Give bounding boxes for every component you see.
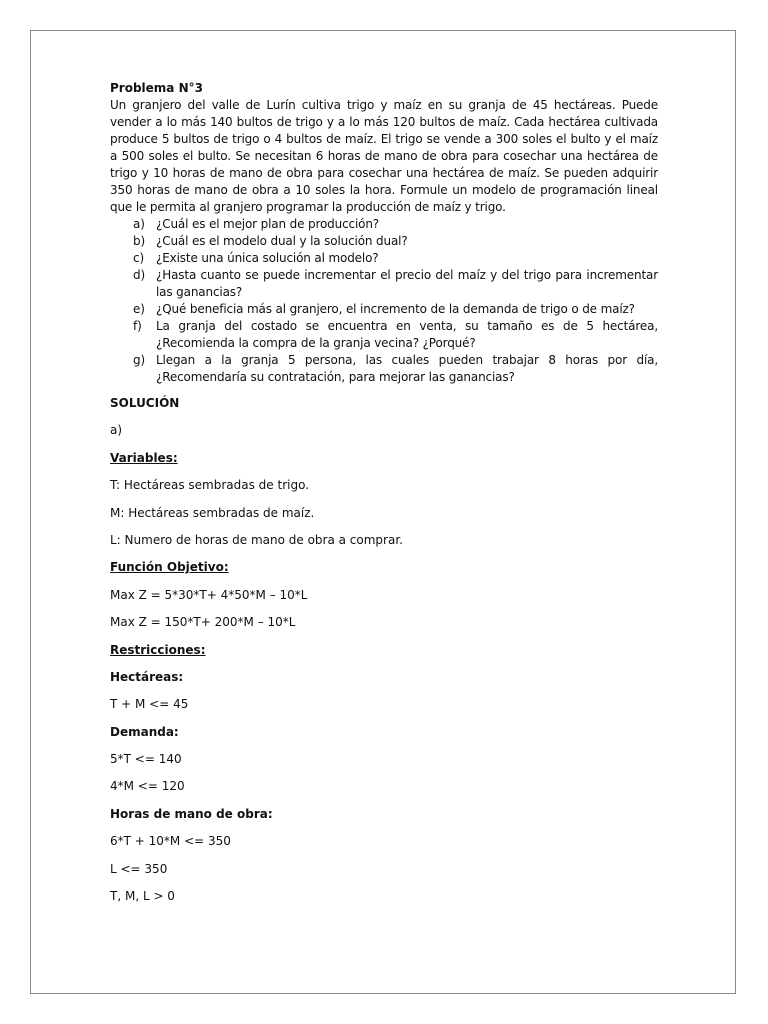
question-text: ¿Existe una única solución al modelo? — [156, 251, 379, 265]
demand-constraint-corn: 4*M <= 120 — [110, 779, 185, 794]
demand-label: Demanda: — [110, 724, 179, 739]
labor-label: Horas de mano de obra: — [110, 806, 273, 821]
question-text: Llegan a la granja 5 persona, las cuales pueden trabajar 8 horas por día, ¿Recomendaría su contratación, para mejorar las ganancias? — [156, 353, 658, 384]
question-item — [110, 318, 658, 352]
question-letter: f) — [133, 319, 142, 333]
objective-expression-1: Max Z = 5*30*T+ 4*50*M – 10*L — [110, 587, 308, 602]
question-item — [110, 352, 658, 386]
question-item — [110, 216, 658, 233]
question-text: La granja del costado se encuentra en venta, su tamaño es de 5 hectárea, ¿Recomienda la compra de la granja vecina? ¿Porqué? — [156, 319, 658, 350]
problem-title: Problema N°3 — [110, 81, 203, 95]
question-letter: c) — [133, 251, 144, 265]
solution-section — [110, 395, 658, 915]
question-list — [110, 216, 658, 386]
question-text: ¿Cuál es el modelo dual y la solución dual? — [156, 234, 408, 248]
hectares-label: Hectáreas: — [110, 669, 184, 684]
variable-m: M: Hectáreas sembradas de maíz. — [110, 505, 315, 520]
objective-expression-2: Max Z = 150*T+ 200*M – 10*L — [110, 615, 296, 630]
question-text: ¿Hasta cuanto se puede incrementar el precio del maíz y del trigo para incrementar las ganancias? — [156, 268, 658, 299]
question-letter: d) — [133, 268, 145, 282]
labor-limit-constraint: L <= 350 — [110, 861, 168, 876]
problem-statement: Un granjero del valle de Lurín cultiva trigo y maíz en su granja de 45 hectáreas. Puede vender a lo más 140 bultos de trigo y a lo más 120 bultos de maíz. Cada hectárea cultivada produce 5 bultos de trigo o 4 bultos de maíz. El trigo se vende a 300 soles el bulto y el maíz a 500 soles el bulto. Se necesitan 6 horas de mano de obra para cosechar una hectárea de trigo y 10 horas de mano de obra para cosechar una hectárea de maíz. Se pueden adquirir 350 horas de mano de obra a 10 soles la hora. Formule un modelo de programación lineal que le permita al granjero programar la producción de maíz y trigo. — [110, 98, 658, 214]
nonnegativity-constraint: T, M, L > 0 — [110, 889, 175, 904]
solution-title: SOLUCIÓN — [110, 396, 180, 410]
demand-constraint-wheat: 5*T <= 140 — [110, 752, 182, 767]
variables-heading: Variables: — [110, 450, 178, 465]
variable-l: L: Numero de horas de mano de obra a comprar. — [110, 532, 403, 547]
question-letter: a) — [133, 217, 145, 231]
objective-heading: Función Objetivo: — [110, 560, 229, 575]
constraints-heading: Restricciones: — [110, 642, 206, 657]
question-text: ¿Cuál es el mejor plan de producción? — [156, 217, 380, 231]
labor-constraint: 6*T + 10*M <= 350 — [110, 834, 231, 849]
question-letter: g) — [133, 353, 145, 367]
question-item — [110, 233, 658, 250]
question-item — [110, 250, 658, 267]
question-item — [110, 301, 658, 318]
document-content — [110, 80, 658, 915]
question-text: ¿Qué beneficia más al granjero, el incremento de la demanda de trigo o de maíz? — [156, 302, 635, 316]
question-letter: e) — [133, 302, 145, 316]
question-item — [110, 267, 658, 301]
question-letter: b) — [133, 234, 145, 248]
solution-part-label: a) — [110, 423, 123, 438]
hectares-constraint: T + M <= 45 — [110, 697, 189, 712]
variable-t: T: Hectáreas sembradas de trigo. — [110, 478, 310, 493]
